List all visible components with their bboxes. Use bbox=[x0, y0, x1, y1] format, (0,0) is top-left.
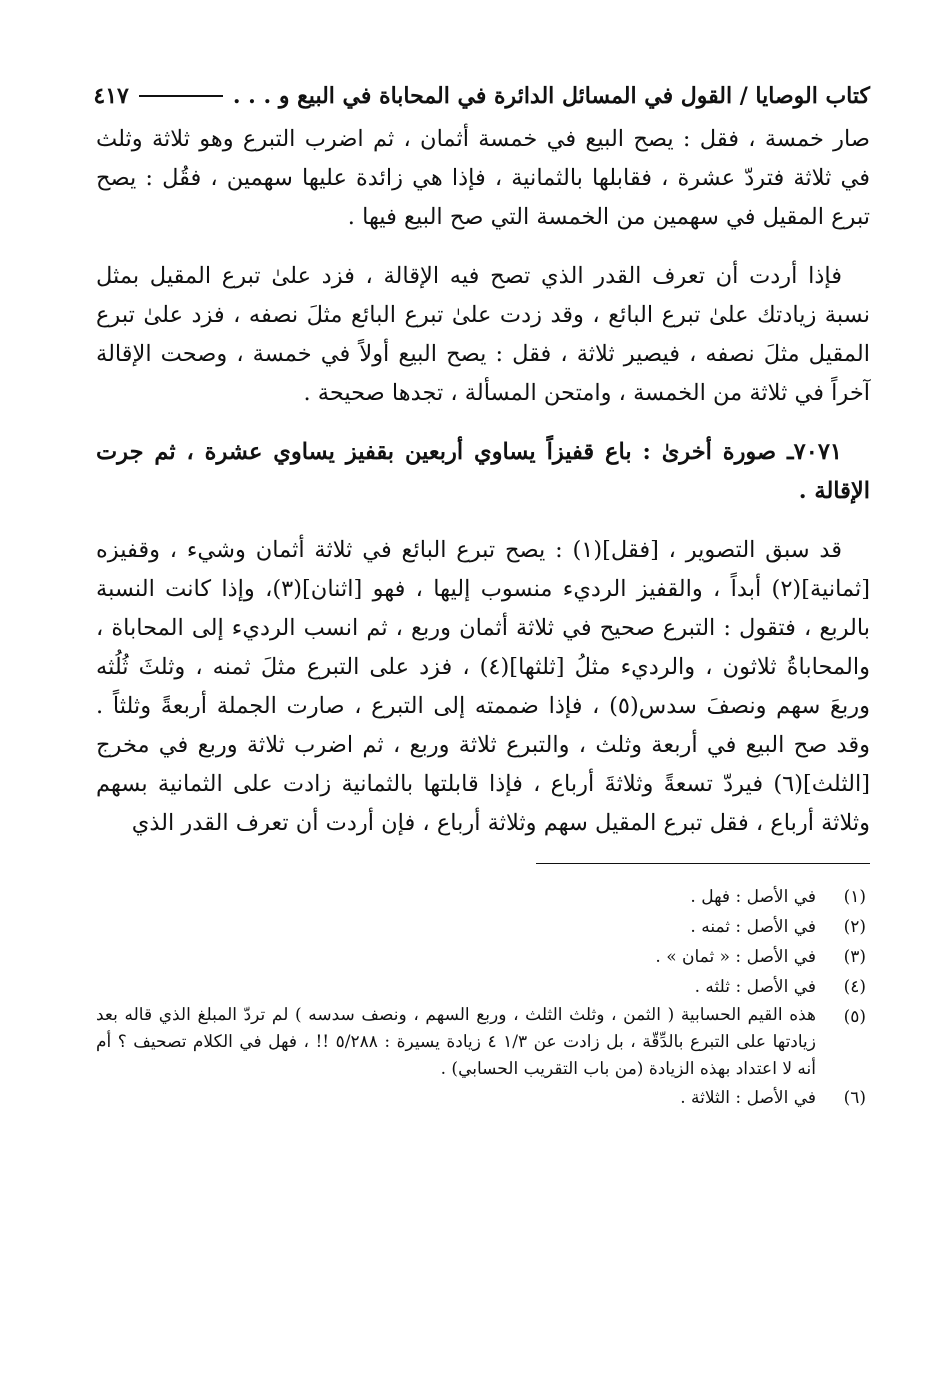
paragraph-2: فإذا أردت أن تعرف القدر الذي تصح فيه الإقالة ، فزد علىٰ تبرع المقيل بمثل نسبة زيادتك علىٰ تبرع البائع ، وقد زدت علىٰ تبرع البائع مثلَ نصفه ، فزد علىٰ تبرع المقيل مثلَ نصفه ، فيصير ثلاثة ، فقل : يصح البيع أولاً في خمسة ، وصحت الإقالة آخراً في ثلاثة من الخمسة ، وامتحن المسألة ، تجدها صحيحة . bbox=[96, 263, 870, 406]
footnote-3 bbox=[96, 942, 870, 972]
footnotes bbox=[96, 882, 870, 1113]
footnote-number: (٣) bbox=[843, 947, 866, 967]
section-heading-7071: ٧٠٧١ـ صورة أخرىٰ : باع قفيزاً يساوي أربعين بقفيز يساوي عشرة ، ثم جرت الإقالة . bbox=[96, 439, 870, 504]
footnote-number: (٦) bbox=[843, 1088, 866, 1108]
footnote-1 bbox=[96, 882, 870, 912]
footnote-text: هذه القيم الحسابية ( الثمن ، وثلث الثلث ، وربع السهم ، ونصف سدسه ) لم تردّ المبلغ الذي قاله بعد زيادتها على التبرع بالدِّقّة ، بل زادت عن ١/٣ ٤ زيادة يسيرة : ٥/٢٨٨ !! ، فهل في الكلام تصحيف ؟ أم أنه لا اعتداد بهذه الزيادة (من باب التقريب الحسابي) . bbox=[96, 1005, 817, 1079]
footnote-2 bbox=[96, 912, 870, 942]
footnote-5 bbox=[96, 1002, 870, 1083]
document-page bbox=[93, 76, 870, 1113]
footnote-4 bbox=[96, 972, 870, 1002]
footnote-text: في الأصل : ثلثه . bbox=[694, 977, 816, 997]
body-text bbox=[96, 120, 870, 843]
footnote-text: في الأصل : « ثمان » . bbox=[655, 947, 816, 967]
footnote-number: (٤) bbox=[843, 977, 866, 997]
running-title: كتاب الوصايا / القول في المسائل الدائرة في المحاباة في البيع و . . . bbox=[232, 83, 870, 109]
page-header bbox=[93, 76, 870, 116]
footnote-number: (٢) bbox=[843, 917, 866, 937]
footnote-number: (١) bbox=[843, 887, 866, 907]
footnote-text: في الأصل : فهل . bbox=[690, 887, 816, 907]
footnote-6 bbox=[96, 1083, 870, 1113]
paragraph-4: قد سبق التصوير ، [فقل](١) : يصح تبرع البائع في ثلاثة أثمان وشيء ، وقفيزه [ثمانية](٢) أبداً ، والقفيز الرديء منسوب إليها ، فهو [اثنان](٣)، وإذا كانت النسبة بالربع ، فتقول : التبرع صحيح في ثلاثة أثمان وربع ، ثم انسب الرديء إلى المحاباة ، والمحاباةُ ثلاثون ، والرديء مثلُ [ثلثها](٤) ، فزد على التبرع مثلَ ثمنه ، وثلثَ ثُلُثه وربعَ سهم ونصفَ سدس(٥) ، فإذا ضممته إلى التبرع ، صارت الجملة أربعةً وثلثاً . وقد صح البيع في أربعة وثلث ، والتبرع ثلاثة وربع ، ثم اضرب ثلاثة وربع في مخرج [الثلث](٦) فيردّ تسعةً وثلاثةَ أرباع ، فإذا قابلتها بالثمانية زادت على الثمانية بسهم وثلاثة أرباع ، فقل تبرع المقيل سهم وثلاثة أرباع ، فإن أردت أن تعرف القدر الذي bbox=[96, 537, 870, 836]
footnote-text: في الأصل : ثمنه . bbox=[690, 917, 816, 937]
page-number: ٤١٧ bbox=[93, 83, 129, 109]
footnote-number: (٥) bbox=[843, 1007, 866, 1027]
footnote-divider bbox=[536, 863, 870, 864]
header-rule bbox=[139, 95, 223, 97]
paragraph-1: صار خمسة ، فقل : يصح البيع في خمسة أثمان ، ثم اضرب التبرع وهو ثلاثة وثلث في ثلاثة فتردّ عشرة ، فقابلها بالثمانية ، فإذا هي زائدة عليها سهمين ، فقُل : يصح تبرع المقيل في سهمين من الخمسة التي صح البيع فيها . bbox=[96, 126, 870, 230]
footnote-text: في الأصل : الثلاثة . bbox=[680, 1088, 816, 1108]
